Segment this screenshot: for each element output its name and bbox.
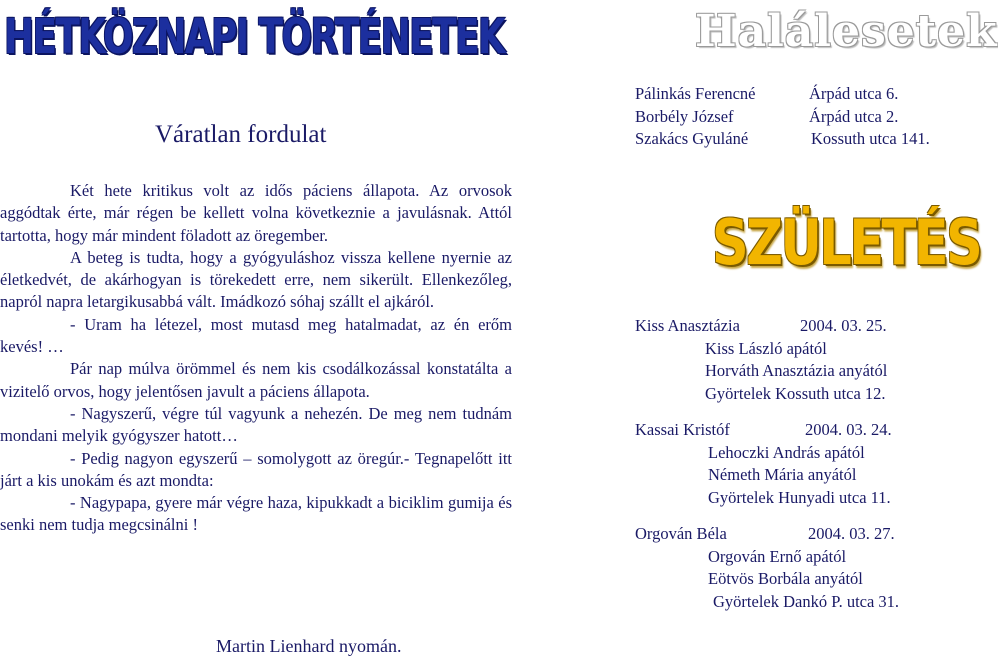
death-name: Pálinkás Ferencné — [635, 84, 756, 103]
story-paragraph: - Uram ha létezel, most mutasd meg hatalmadat, az én erőm kevés! … — [0, 314, 512, 357]
birth-entry — [635, 419, 899, 509]
birth-mother: Horváth Anasztázia anyától — [705, 361, 888, 380]
story-paragraph: A beteg is tudta, hogy a gyógyuláshoz vissza kellene nyernie az életkedvét, de akárhogyan is törekedett erre, nem sikerült. Ellenkezőleg, napról napra letargikusabbá vált. Imádkozó sóhaj szállt el ajkáról. — [0, 247, 512, 312]
birth-father: Orgován Ernő apától — [708, 546, 847, 566]
birth-header — [635, 315, 899, 338]
death-address: Árpád utca 2. — [809, 106, 899, 126]
births-list — [635, 315, 899, 627]
story-paragraph: - Nagypapa, gyere már végre haza, kipukkadt a biciklim gumija és senki nem tudja megcsinálni ! — [0, 493, 512, 535]
birth-mother: Eötvös Borbála anyától — [708, 569, 863, 588]
birth-date: 2004. 03. 27. — [808, 524, 895, 543]
birth-address: Györtelek Kossuth utca 12. — [705, 383, 886, 403]
story-paragraph: - Nagyszerű, végre túl vagyunk a nehezén. De meg nem tudnám mondani melyik gyógyszer hatott… — [0, 403, 512, 446]
birth-date: 2004. 03. 24. — [805, 420, 892, 439]
birth-entry — [635, 315, 899, 405]
birth-header — [635, 419, 899, 442]
birth-date: 2004. 03. 25. — [800, 316, 887, 335]
story-paragraph: Pár nap múlva örömmel és nem kis csodálkozással konstatálta a vizitelő orvos, hogy jelentősen javult a páciens állapota. — [0, 359, 512, 401]
birth-name: Kiss Anasztázia — [635, 316, 740, 335]
death-name: Borbély József — [635, 106, 734, 126]
death-address: Árpád utca 6. — [809, 84, 899, 103]
deaths-heading: Halálesetek — [695, 6, 998, 57]
story-body — [0, 180, 512, 537]
birth-name: Kassai Kristóf — [635, 420, 730, 439]
birth-entry — [635, 523, 899, 613]
story-paragraph: Két hete kritikus volt az idős páciens állapota. Az orvosok aggódtak érte, már régen be kellett volna következnie a javulásnak. Attól tartotta, hogy már mindent föladott az öregember. — [0, 181, 512, 245]
death-name: Szakács Gyuláné — [635, 129, 749, 148]
birth-name: Orgován Béla — [635, 524, 727, 543]
story-paragraph: - Pedig nagyon egyszerű – somolygott az öregúr.- Tegnapelőtt itt járt a kis unokám és azt mondta: — [0, 448, 512, 490]
newsletter-masthead: HÉTKÖZNAPI TÖRTÉNETEK — [4, 7, 505, 65]
birth-father: Kiss László apától — [705, 338, 827, 358]
birth-header — [635, 523, 899, 546]
birth-mother: Németh Mária anyától — [708, 465, 857, 484]
birth-father: Lehoczki András apától — [708, 442, 865, 462]
story-credit: Martin Lienhard nyomán. — [216, 636, 402, 656]
birth-address: Györtelek Dankó P. utca 31. — [713, 591, 900, 611]
death-address: Kossuth utca 141. — [811, 129, 930, 148]
story-title: Váratlan fordulat — [155, 121, 327, 148]
births-heading: SZÜLETÉS — [712, 206, 981, 279]
birth-address: Györtelek Hunyadi utca 11. — [708, 487, 891, 507]
